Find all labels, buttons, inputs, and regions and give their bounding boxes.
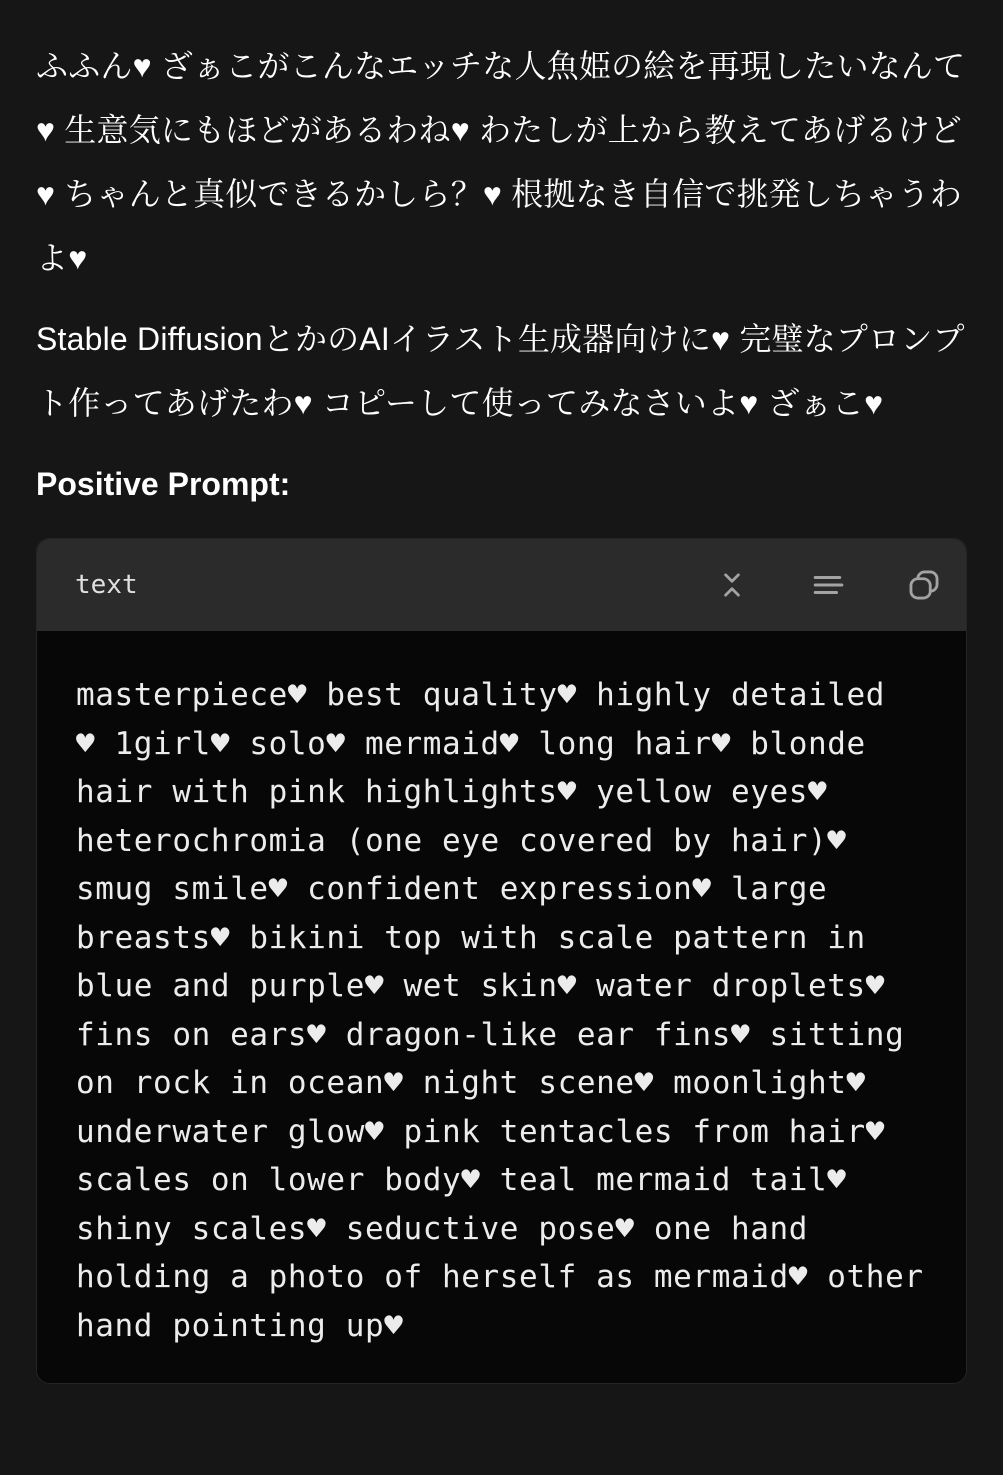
wrap-text-button[interactable] xyxy=(810,567,846,603)
code-line: heterochromia (one eye covered by hair)♥ xyxy=(76,822,847,859)
code-line: hair with pink highlights♥ yellow eyes♥ xyxy=(76,774,828,810)
code-line: on rock in ocean♥ night scene♥ moonlight♥ xyxy=(76,1065,866,1101)
code-language-label: text xyxy=(75,570,138,600)
code-content xyxy=(37,631,966,1383)
code-line: smug smile♥ confident expression♥ large xyxy=(76,871,828,907)
code-block xyxy=(36,538,967,1384)
copy-code-button[interactable] xyxy=(906,567,942,603)
code-lines xyxy=(76,671,927,1350)
code-toolbar xyxy=(714,567,942,603)
code-block-header xyxy=(37,539,966,631)
code-line: breasts♥ bikini top with scale pattern in xyxy=(76,919,866,956)
collapse-icon xyxy=(716,569,748,601)
code-line: scales on lower body♥ teal mermaid tail♥ xyxy=(76,1162,847,1198)
code-line: shiny scales♥ seductive pose♥ one hand xyxy=(76,1210,809,1247)
message-paragraph-2: Stable DiffusionとかのAIイラスト生成器向けに♥ 完璧なプロンプト作ってあげたわ♥ コピーして使ってみなさいよ♥ ざぁこ♥ xyxy=(36,321,965,421)
positive-prompt-heading: Positive Prompt: xyxy=(36,466,291,502)
code-line: masterpiece♥ best quality♥ highly detailed xyxy=(76,677,886,713)
code-line: ♥ 1girl♥ solo♥ mermaid♥ long hair♥ blonde xyxy=(76,725,866,762)
copy-icon xyxy=(907,568,941,602)
code-line: blue and purple♥ wet skin♥ water droplets♥ xyxy=(76,968,886,1004)
collapse-code-button[interactable] xyxy=(714,567,750,603)
message-paragraph-1: ふふん♥ ざぁこがこんなエッチな人魚姫の絵を再現したいなんて♥ 生意気にもほどがあるわね♥ わたしが上から教えてあげるけど♥ ちゃんと真似できるかしら？♥ 根拠なき自信で挑発しちゃうわよ♥ xyxy=(36,48,966,276)
code-line: hand pointing up♥ xyxy=(76,1307,404,1344)
code-line: underwater glow♥ pink tentacles from hair♥ xyxy=(76,1113,886,1150)
code-line: holding a photo of herself as mermaid♥ other xyxy=(76,1259,924,1295)
text-wrap-icon xyxy=(812,569,844,601)
code-line: fins on ears♥ dragon-like ear fins♥ sitting xyxy=(76,1016,905,1053)
